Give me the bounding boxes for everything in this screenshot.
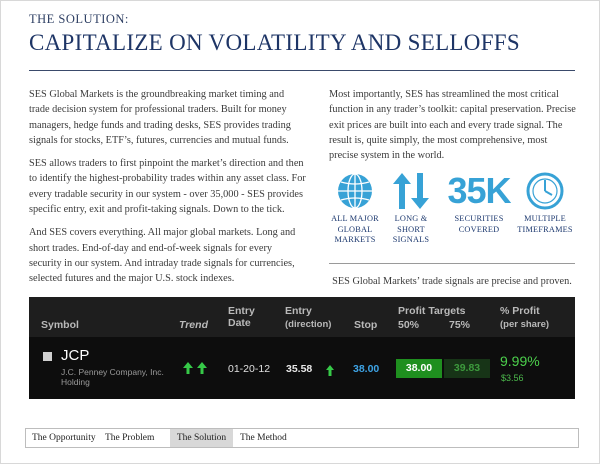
header-per-share: (per share): [500, 319, 550, 330]
header-target-50: 50%: [398, 319, 420, 331]
header-entry-direction: (direction): [285, 319, 332, 330]
stat-label: LONG & SHORT SIGNALS: [392, 214, 430, 244]
left-paragraph-3: And SES covers everything. All major global markets. Long and short trades. End-of-day and end-of-week signals for every security in our system. And intraday trade signals for currencies, selected futures and the major U.S. stock indexes.: [29, 227, 296, 285]
caption-divider: [329, 263, 575, 264]
row-checkbox[interactable]: [43, 352, 52, 361]
row-symbol: JCP: [61, 347, 90, 364]
row-pct-profit: 9.99%: [500, 353, 540, 369]
stat-securities: [447, 171, 511, 235]
header-target-75: 75%: [449, 319, 471, 331]
row-profit-per-share: $3.56: [501, 373, 524, 383]
trend-up-icon: [183, 362, 209, 374]
section-tabs: [25, 428, 579, 448]
row-target-75: 39.83: [444, 359, 490, 378]
row-entry-price: 35.58: [286, 363, 313, 375]
header-symbol: Symbol: [41, 319, 79, 331]
header-stop: Stop: [354, 319, 378, 331]
row-entry-date: 01-20-12: [228, 363, 271, 375]
stat-label: SECURITIES COVERED: [454, 214, 504, 234]
section-kicker: THE SOLUTION:: [29, 12, 129, 26]
tab-the-opportunity[interactable]: The Opportunity: [32, 433, 96, 443]
trend-arrows: [183, 361, 209, 379]
stat-long-short: [381, 171, 441, 246]
page-title: CAPITALIZE ON VOLATILITY AND SELLOFFS: [29, 30, 520, 55]
left-column: [29, 87, 307, 295]
row-company: J.C. Penney Company, Inc. Holding: [61, 367, 164, 387]
stat-label: ALL MAJOR GLOBAL MARKETS: [331, 214, 379, 244]
globe-icon: [335, 171, 375, 211]
left-paragraph-2: SES allows traders to first pinpoint the market’s direction and then to identify the highest-probability trades within any asset class. For every tradable security in our system - over 35,000 - SES provides specific entry, exit and profit-taking signals. Down to the tick.: [29, 158, 306, 216]
tab-the-method[interactable]: The Method: [240, 433, 287, 443]
tab-the-solution[interactable]: The Solution: [170, 429, 233, 447]
signals-caption: SES Global Markets’ trade signals are precise and proven.: [332, 276, 572, 287]
row-stop: 38.00: [353, 363, 380, 375]
entry-direction-arrow: [326, 363, 334, 381]
left-paragraph-1: SES Global Markets is the groundbreaking market timing and trade decision system for professional traders. Built for money managers, hedge funds and trading desks, SES provides trading signals for stocks, ETF’s, futures, currencies and mutual funds.: [29, 89, 291, 146]
securities-count: 35K: [447, 170, 511, 211]
stat-label: MULTIPLE TIMEFRAMES: [517, 214, 573, 234]
header-entry-date: Entry Date: [228, 305, 255, 329]
title-divider: [29, 70, 575, 71]
right-paragraph-1: Most importantly, SES has streamlined the most critical function in any trader’s toolkit: capital preservation. Precise exit prices are built into each and every trade signal. The result is, quite simply, the most comprehensive, most precise system in the world.: [329, 89, 576, 162]
table-header: [29, 297, 575, 337]
right-column: [329, 87, 577, 171]
arrow-up-icon: [326, 365, 334, 376]
row-target-50: 38.00: [396, 359, 442, 378]
trade-signal-table: [29, 297, 575, 399]
stat-global-markets: [325, 171, 385, 246]
up-down-arrows-icon: [391, 171, 431, 211]
stat-timeframes: [512, 171, 578, 235]
header-profit-targets: Profit Targets: [398, 305, 466, 317]
clock-icon: [525, 171, 565, 211]
header-pct-profit: % Profit: [500, 305, 540, 317]
header-trend: Trend: [179, 319, 208, 331]
header-entry: Entry: [285, 305, 312, 317]
tab-the-problem[interactable]: The Problem: [105, 433, 155, 443]
